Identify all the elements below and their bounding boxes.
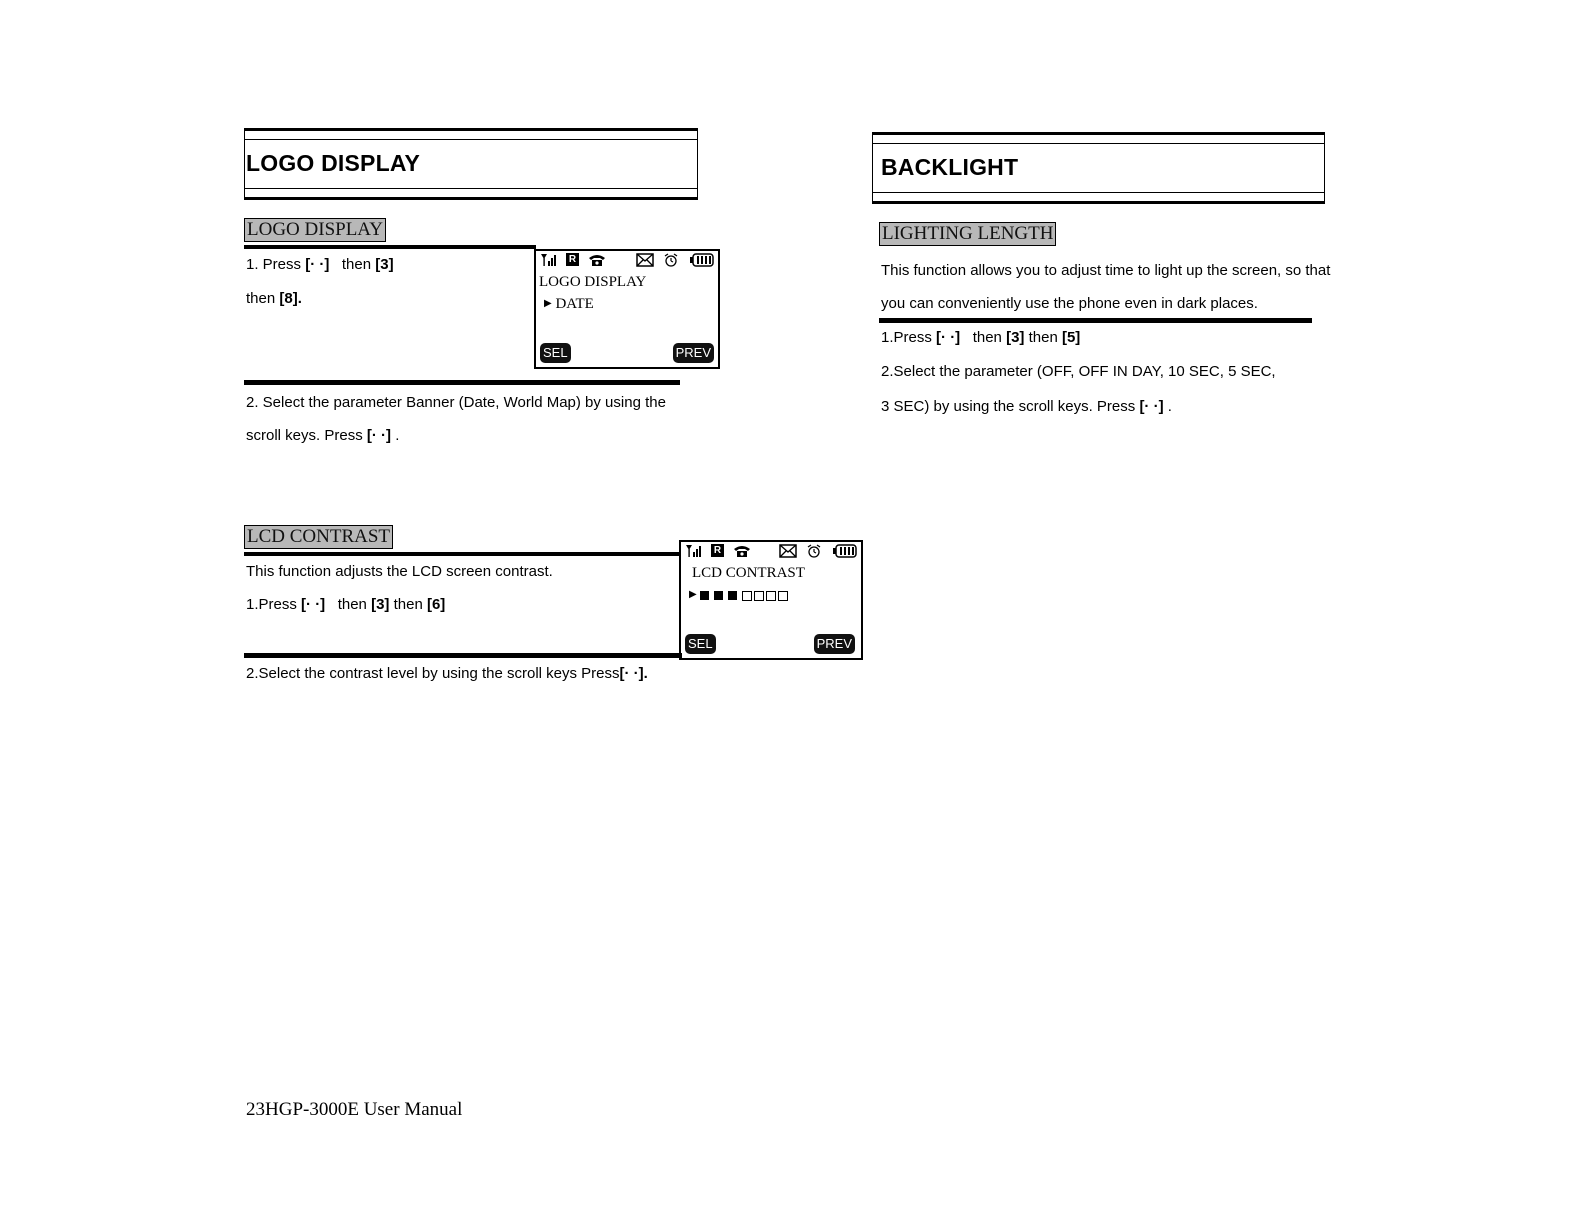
- softkey-sel[interactable]: SEL: [540, 343, 571, 363]
- contrast-level-empty: [766, 591, 776, 601]
- message-icon: [779, 544, 797, 562]
- contrast-level-filled: [700, 591, 709, 600]
- text: then: [341, 256, 372, 273]
- signal-icon: [540, 253, 556, 271]
- text: .: [395, 427, 400, 444]
- pointer-arrow-icon: ▶: [689, 589, 697, 600]
- header-inner-rule: [245, 188, 697, 189]
- screen-selected-option: [544, 296, 594, 313]
- status-bar: R: [540, 253, 714, 271]
- divider-rule: [244, 245, 536, 249]
- text: scroll keys. Press: [246, 427, 363, 444]
- divider-rule: [244, 552, 682, 556]
- sub-label-lighting-length: LIGHTING LENGTH: [879, 222, 1056, 246]
- pointer-arrow-icon: ▶: [544, 298, 552, 309]
- logo-step2-line1: 2. Select the parameter Banner (Date, World Map) by using the: [246, 394, 666, 411]
- select-key-label: [· ·]: [936, 329, 961, 346]
- message-icon: [636, 253, 654, 271]
- select-key-label: [· ·]: [366, 427, 392, 444]
- signal-icon: [685, 544, 701, 562]
- text: 1.Press: [246, 596, 297, 613]
- select-key-label: [· ·]: [305, 256, 330, 273]
- logo-step1-line1: [246, 256, 394, 274]
- battery-icon: [833, 544, 857, 562]
- key-number: [3]: [375, 256, 394, 273]
- backlight-step2-line1: 2.Select the parameter (OFF, OFF IN DAY, 10 SEC, 5 SEC,: [881, 363, 1276, 380]
- logo-step2-line2: [246, 427, 399, 445]
- phone-call-icon: [588, 253, 606, 271]
- phone-call-icon: [733, 544, 751, 562]
- text: .: [1167, 398, 1172, 415]
- sub-label-logo-display: LOGO DISPLAY: [244, 218, 386, 242]
- text: 1. Press: [246, 256, 302, 273]
- contrast-level-empty: [754, 591, 764, 601]
- softkey-prev[interactable]: PREV: [814, 634, 855, 654]
- lcd-step1: [246, 596, 445, 614]
- header-inner-rule: [873, 143, 1324, 144]
- contrast-level-indicator: [689, 587, 790, 604]
- sub-label-lcd-contrast: LCD CONTRAST: [244, 525, 393, 549]
- lcd-step2: [246, 665, 648, 683]
- alarm-icon: [664, 253, 678, 271]
- key-number: [5]: [1061, 329, 1081, 346]
- page-footer: 23HGP-3000E User Manual: [246, 1099, 463, 1120]
- softkey-prev[interactable]: PREV: [673, 343, 714, 363]
- phone-screen-logo-display: [534, 249, 720, 369]
- text: then: [393, 596, 423, 613]
- section-title-backlight: BACKLIGHT: [881, 154, 1019, 180]
- contrast-level-bar: [700, 587, 790, 603]
- text: 2.Select the contrast level by using the scroll keys Press: [246, 665, 620, 682]
- text: 1.Press: [881, 329, 932, 346]
- battery-icon: [690, 253, 714, 271]
- backlight-desc-line1: This function allows you to adjust time to light up the screen, so that: [881, 262, 1331, 279]
- backlight-step2-line2: [881, 398, 1172, 416]
- divider-rule: [879, 318, 1312, 323]
- section-title-logo-display: LOGO DISPLAY: [246, 150, 421, 176]
- logo-step1-line2: [246, 290, 302, 308]
- key-number: [3]: [371, 596, 390, 613]
- divider-rule: [244, 380, 680, 385]
- divider-rule: [244, 653, 682, 658]
- contrast-level-empty: [742, 591, 752, 601]
- phone-screen-lcd-contrast: [679, 540, 863, 660]
- contrast-level-empty: [778, 591, 788, 601]
- text: then: [1028, 329, 1058, 346]
- header-inner-rule: [873, 192, 1324, 193]
- text: 3 SEC) by using the scroll keys. Press: [881, 398, 1136, 415]
- status-bar: R: [685, 544, 857, 562]
- lcd-description: This function adjusts the LCD screen contrast.: [246, 563, 553, 580]
- key-number: [8].: [279, 290, 302, 307]
- key-number: [3]: [1006, 329, 1025, 346]
- alarm-icon: [807, 544, 821, 562]
- select-key-label: [· ·].: [619, 665, 648, 682]
- select-key-label: [· ·]: [1139, 398, 1164, 415]
- text: then: [246, 290, 276, 307]
- header-inner-rule: [245, 139, 697, 140]
- contrast-level-filled: [728, 591, 737, 600]
- text: then: [972, 329, 1002, 346]
- text: then: [337, 596, 367, 613]
- select-key-label: [· ·]: [301, 596, 326, 613]
- softkey-sel[interactable]: SEL: [685, 634, 716, 654]
- backlight-desc-line2: you can conveniently use the phone even in dark places.: [881, 295, 1258, 312]
- screen-menu-title: LCD CONTRAST: [692, 565, 805, 581]
- backlight-step1: [881, 329, 1080, 347]
- contrast-level-filled: [714, 591, 723, 600]
- option-label: DATE: [555, 296, 594, 312]
- key-number: [6]: [426, 596, 446, 613]
- screen-menu-title: LOGO DISPLAY: [539, 274, 647, 290]
